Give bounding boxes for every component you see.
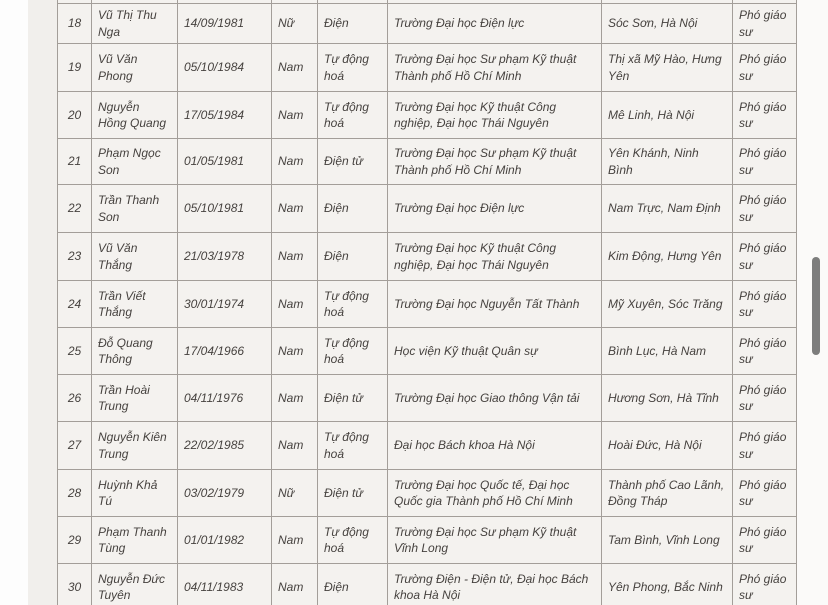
cell-name: Vũ Văn Thắng — [92, 233, 178, 281]
faculty-table — [57, 0, 797, 605]
cell-hometown: Yên Phong, Bắc Ninh — [602, 564, 733, 605]
cell-dob: 17/04/1966 — [178, 328, 272, 375]
page-left-margin — [0, 0, 28, 605]
cell-dob: 22/02/1985 — [178, 422, 272, 470]
cell-university: Trường Đại học Giao thông Vận tải — [388, 375, 602, 422]
cell-hometown: Hoài Đức, Hà Nội — [602, 422, 733, 470]
table-row — [58, 517, 797, 564]
cell-university: Trường Đại học Quốc tế, Đại học Quốc gia Thành phố Hồ Chí Minh — [388, 470, 602, 517]
cell-title: Phó giáo sư — [733, 185, 797, 233]
cell-stt: 24 — [58, 281, 92, 328]
cell-dob: 05/10/1984 — [178, 44, 272, 92]
cell-university: Đại học Bách khoa Hà Nội — [388, 422, 602, 470]
cell-university: Trường Đại học Sư phạm Kỹ thuật Thành phố Hồ Chí Minh — [388, 44, 602, 92]
cell-hometown: Hương Sơn, Hà Tĩnh — [602, 375, 733, 422]
cell-name: Phạm Thanh Tùng — [92, 517, 178, 564]
cell-field: Điện tử — [318, 375, 388, 422]
cell-stt: 27 — [58, 422, 92, 470]
cell-gender: Nam — [272, 92, 318, 139]
cell-stt: 23 — [58, 233, 92, 281]
table-row — [58, 4, 797, 44]
cell-university: Trường Điện - Điện tử, Đại học Bách khoa Hà Nội — [388, 564, 602, 605]
cell-name: Nguyễn Kiên Trung — [92, 422, 178, 470]
cell-hometown: Mỹ Xuyên, Sóc Trăng — [602, 281, 733, 328]
cell-title: Phó giáo sư — [733, 139, 797, 185]
cell-title: Phó giáo sư — [733, 564, 797, 605]
cell-name: Trần Viết Thắng — [92, 281, 178, 328]
cell-name: Nguyễn Hồng Quang — [92, 92, 178, 139]
cell-stt: 26 — [58, 375, 92, 422]
cell-gender: Nam — [272, 233, 318, 281]
table-row — [58, 470, 797, 517]
cell-hometown: Bình Lục, Hà Nam — [602, 328, 733, 375]
cell-gender: Nam — [272, 517, 318, 564]
cell-title: Phó giáo sư — [733, 517, 797, 564]
cell-gender: Nam — [272, 281, 318, 328]
cell-dob: 04/11/1983 — [178, 564, 272, 605]
cell-field: Điện — [318, 564, 388, 605]
cell-field: Điện tử — [318, 470, 388, 517]
cell-dob: 04/11/1976 — [178, 375, 272, 422]
cell-field: Tự động hoá — [318, 328, 388, 375]
cell-university: Trường Đại học Kỹ thuật Công nghiệp, Đại học Thái Nguyên — [388, 92, 602, 139]
table-row — [58, 281, 797, 328]
cell-stt: 29 — [58, 517, 92, 564]
cell-gender: Nam — [272, 328, 318, 375]
table-row — [58, 328, 797, 375]
cell-title: Phó giáo sư — [733, 422, 797, 470]
cell-dob: 14/09/1981 — [178, 4, 272, 44]
table-row — [58, 185, 797, 233]
cell-title: Phó giáo sư — [733, 92, 797, 139]
cell-hometown: Tam Bình, Vĩnh Long — [602, 517, 733, 564]
cell-hometown: Kim Động, Hưng Yên — [602, 233, 733, 281]
table-row — [58, 564, 797, 605]
page-gutter — [28, 0, 58, 605]
cell-name: Phạm Ngọc Son — [92, 139, 178, 185]
cell-field: Tự động hoá — [318, 422, 388, 470]
cell-hometown: Thành phố Cao Lãnh, Đồng Tháp — [602, 470, 733, 517]
cell-stt: 19 — [58, 44, 92, 92]
cell-name: Nguyễn Đức Tuyên — [92, 564, 178, 605]
cell-name: Huỳnh Khả Tú — [92, 470, 178, 517]
cell-stt: 18 — [58, 4, 92, 44]
cell-university: Trường Đại học Điện lực — [388, 185, 602, 233]
cell-title: Phó giáo sư — [733, 470, 797, 517]
cell-field: Tự động hoá — [318, 517, 388, 564]
cell-gender: Nam — [272, 139, 318, 185]
cell-dob: 21/03/1978 — [178, 233, 272, 281]
cell-stt: 20 — [58, 92, 92, 139]
cell-university: Học viện Kỹ thuật Quân sự — [388, 328, 602, 375]
cell-title: Phó giáo sư — [733, 375, 797, 422]
cell-field: Tự động hoá — [318, 92, 388, 139]
table-row — [58, 422, 797, 470]
cell-dob: 01/05/1981 — [178, 139, 272, 185]
cell-field: Điện — [318, 233, 388, 281]
cell-stt: 30 — [58, 564, 92, 605]
cell-gender: Nam — [272, 44, 318, 92]
cell-field: Điện — [318, 185, 388, 233]
cell-university: Trường Đại học Nguyễn Tất Thành — [388, 281, 602, 328]
cell-university: Trường Đại học Sư phạm Kỹ thuật Vĩnh Long — [388, 517, 602, 564]
cell-name: Vũ Thị Thu Nga — [92, 4, 178, 44]
cell-stt: 21 — [58, 139, 92, 185]
cell-university: Trường Đại học Kỹ thuật Công nghiệp, Đại học Thái Nguyên — [388, 233, 602, 281]
cell-field: Điện — [318, 4, 388, 44]
cell-stt: 28 — [58, 470, 92, 517]
cell-gender: Nữ — [272, 4, 318, 44]
cell-university: Trường Đại học Sư phạm Kỹ thuật Thành phố Hồ Chí Minh — [388, 139, 602, 185]
cell-title: Phó giáo sư — [733, 233, 797, 281]
cell-gender: Nữ — [272, 470, 318, 517]
cell-dob: 01/01/1982 — [178, 517, 272, 564]
cell-hometown: Thị xã Mỹ Hào, Hưng Yên — [602, 44, 733, 92]
cell-title: Phó giáo sư — [733, 281, 797, 328]
cell-stt: 25 — [58, 328, 92, 375]
table-row — [58, 44, 797, 92]
cell-gender: Nam — [272, 185, 318, 233]
cell-name: Vũ Văn Phong — [92, 44, 178, 92]
table-body — [58, 0, 797, 605]
cell-gender: Nam — [272, 422, 318, 470]
cell-dob: 05/10/1981 — [178, 185, 272, 233]
cell-gender: Nam — [272, 375, 318, 422]
cell-title: Phó giáo sư — [733, 4, 797, 44]
cell-name: Đỗ Quang Thông — [92, 328, 178, 375]
cell-field: Điện tử — [318, 139, 388, 185]
cell-name: Trần Hoài Trung — [92, 375, 178, 422]
cell-hometown: Nam Trực, Nam Định — [602, 185, 733, 233]
cell-title: Phó giáo sư — [733, 44, 797, 92]
table-row — [58, 233, 797, 281]
table-row — [58, 92, 797, 139]
cell-hometown: Mê Linh, Hà Nội — [602, 92, 733, 139]
cell-hometown: Yên Khánh, Ninh Bình — [602, 139, 733, 185]
cell-stt: 22 — [58, 185, 92, 233]
cell-name: Trần Thanh Son — [92, 185, 178, 233]
cell-field: Tự động hoá — [318, 44, 388, 92]
cell-university: Trường Đại học Điện lực — [388, 4, 602, 44]
cell-title: Phó giáo sư — [733, 328, 797, 375]
cell-dob: 03/02/1979 — [178, 470, 272, 517]
cell-dob: 30/01/1974 — [178, 281, 272, 328]
cell-gender: Nam — [272, 564, 318, 605]
vertical-scrollbar-thumb[interactable] — [812, 257, 820, 355]
cell-dob: 17/05/1984 — [178, 92, 272, 139]
cell-hometown: Sóc Sơn, Hà Nội — [602, 4, 733, 44]
table-row — [58, 375, 797, 422]
cell-field: Tự động hoá — [318, 281, 388, 328]
table-row — [58, 139, 797, 185]
